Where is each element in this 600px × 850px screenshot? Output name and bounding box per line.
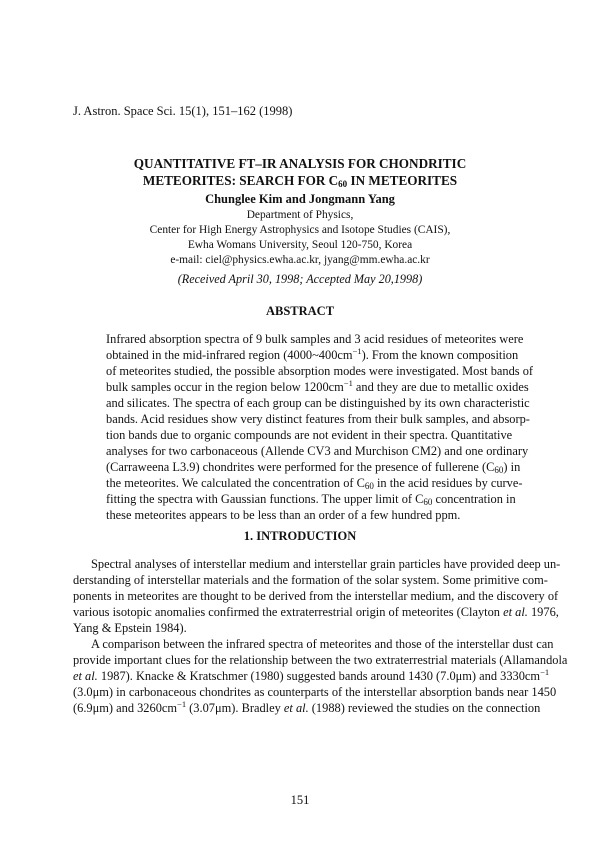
abstract-heading: ABSTRACT	[265, 304, 335, 318]
body-line: A comparison between the infrared spectra of meteorites and those of the interstellar dust can	[91, 637, 554, 651]
body-line: various isotopic anomalies confirmed the extraterrestrial origin of meteorites (Clayton et al. 1976,	[73, 605, 559, 619]
body-line: Spectral analyses of interstellar medium and interstellar grain particles have provided deep un-	[91, 557, 561, 571]
abstract-line: these meteorites appears to be less than an order of a few hundred ppm.	[106, 508, 461, 522]
abstract-line: Infrared absorption spectra of 9 bulk samples and 3 acid residues of meteorites were	[106, 332, 524, 346]
authors: Chunglee Kim and Jongmann Yang	[205, 192, 395, 206]
affiliation-department: Department of Physics,	[246, 209, 354, 221]
body-line: et al. 1987). Knacke & Kratschmer (1980) suggested bands around 1430 (7.0μm) and $3330cm^{-1}$	[73, 666, 550, 683]
abstract-line: bulk samples occur in the region below $1200cm^{-1}$ and they are due to metallic oxides	[106, 377, 529, 394]
abstract-line: tion bands due to organic compounds are not evident in their spectra. Quantitative	[106, 428, 513, 442]
affiliation-center: Center for High Energy Astrophysics and Isotope Studies (CAIS),	[149, 224, 451, 236]
abstract-line: bands. Acid residues show very distinct features from their bulk samples, and absorp-	[106, 412, 530, 426]
abstract-line: of meteorites studied, the possible absorption modes were investigated. Most bands of	[106, 364, 534, 378]
abstract-line: analyses for two carbonaceous (Allende CV3 and Murchison CM2) and one ordinary	[106, 444, 529, 458]
body-line: ponents in meteorites are thought to be derived from the interstellar medium, and the discovery of	[73, 589, 559, 603]
body-line: (3.0μm) in carbonaceous chondrites as counterparts of the interstellar absorption bands near 1450	[73, 685, 557, 699]
abstract-line: fitting the spectra with Gaussian functions. The upper limit of $C_{60}$ concentration in	[106, 492, 516, 507]
affiliation-university: Ewha Womans University, Seoul 120-750, Korea	[187, 239, 413, 251]
body-line: Yang & Epstein 1984).	[73, 621, 187, 635]
body-line: provide important clues for the relationship between the two extraterrestrial materials (Allamandola	[73, 653, 568, 667]
affiliation-email: e-mail: ciel@physics.ewha.ac.kr, jyang@mm.ewha.ac.kr	[170, 254, 430, 266]
abstract-line: and silicates. The spectra of each group can be distinguished by its own characteristic	[106, 396, 530, 410]
abstract-line: obtained in the mid-infrared region $(4000\sim 400cm^{-1})$. From the known composition	[106, 345, 519, 362]
abstract-line: (Carraweena L3.9) chondrites were performed for the presence of fullerene $(C_{60})$ in	[106, 460, 521, 475]
abstract-line: the meteorites. We calculated the concentration of $C_{60}$ in the acid residues by curve-	[106, 476, 523, 491]
page-number: 151	[290, 793, 310, 807]
body-line: (6.9μm) and $3260cm^{-1}$ (3.07μm). Bradley et al. (1988) reviewed the studies on the connection	[73, 698, 541, 715]
section-heading-introduction: 1. INTRODUCTION	[243, 529, 357, 543]
body-line: derstanding of interstellar materials and the formation of the solar system. Some primitive com-	[73, 573, 548, 587]
journal-reference: J. Astron. Space Sci. 15(1), 151–162 (1998)	[73, 104, 293, 118]
received-dates: (Received April 30, 1998; Accepted May 20,1998)	[177, 272, 423, 286]
paper-title-line-2: METEORITES: SEARCH FOR $C_{60}$ IN METEORITES	[142, 173, 458, 189]
paper-title-line-1: QUANTITATIVE FT–IR ANALYSIS FOR CHONDRITIC	[133, 156, 467, 171]
